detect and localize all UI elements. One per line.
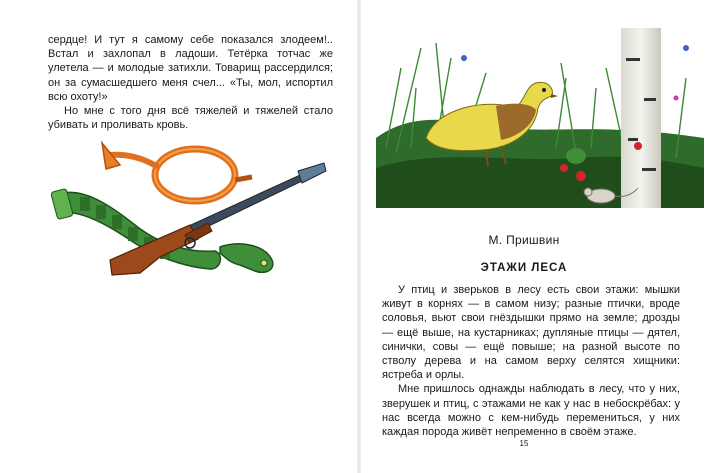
author-name: М. Пришвин [488,233,560,247]
birch-tree [621,28,661,208]
story-paragraph: Мне пришлось однажды наблюдать в лесу, что у них, зверушек и птиц, с этажами не как у нас в небоскрёбах: у нас всегда можно с кем-нибудь перемениться, у них каждая порода живёт непременно в своём этаже. [382,383,680,439]
story-paragraph: У птиц и зверьков в лесу есть свои этажи: мышки живут в корнях — в самом низу; разные птички, вроде соловья, вьют свои гнёздышки прямо на земле; дрозды — ещё выше, на кустарниках; дупляные птицы — дятел, синички, совы — ещё повыше; на разной высоте по стволу дерева и на самом верху селятся хищники: ястреба и орлы. [382,284,680,382]
right-page-text [382,283,680,439]
bandolier [51,188,273,272]
story-paragraph: сердце! И тут я самому себе показался злодеем!.. Встал и захлопал в ладоши. Тетёрка тотчас же улетела — и молодые затихли. Товарищ рассердился; он за сумасшедшего меня счел... «Ты, мол, испортил всю охоту!» [48,34,333,103]
hunting-horn [102,143,252,201]
page-number: 15 [519,439,529,448]
story-paragraph: Но мне с того дня всё тяжелей и тяжелей стало убивать и проливать кровь. [48,105,333,132]
right-page [359,0,718,473]
story-title: ЭТАЖИ ЛЕСА [480,262,568,274]
grouse-forest-illustration [376,28,704,208]
hunting-horn-rifle-illustration [40,135,330,290]
left-page-text [48,33,333,132]
